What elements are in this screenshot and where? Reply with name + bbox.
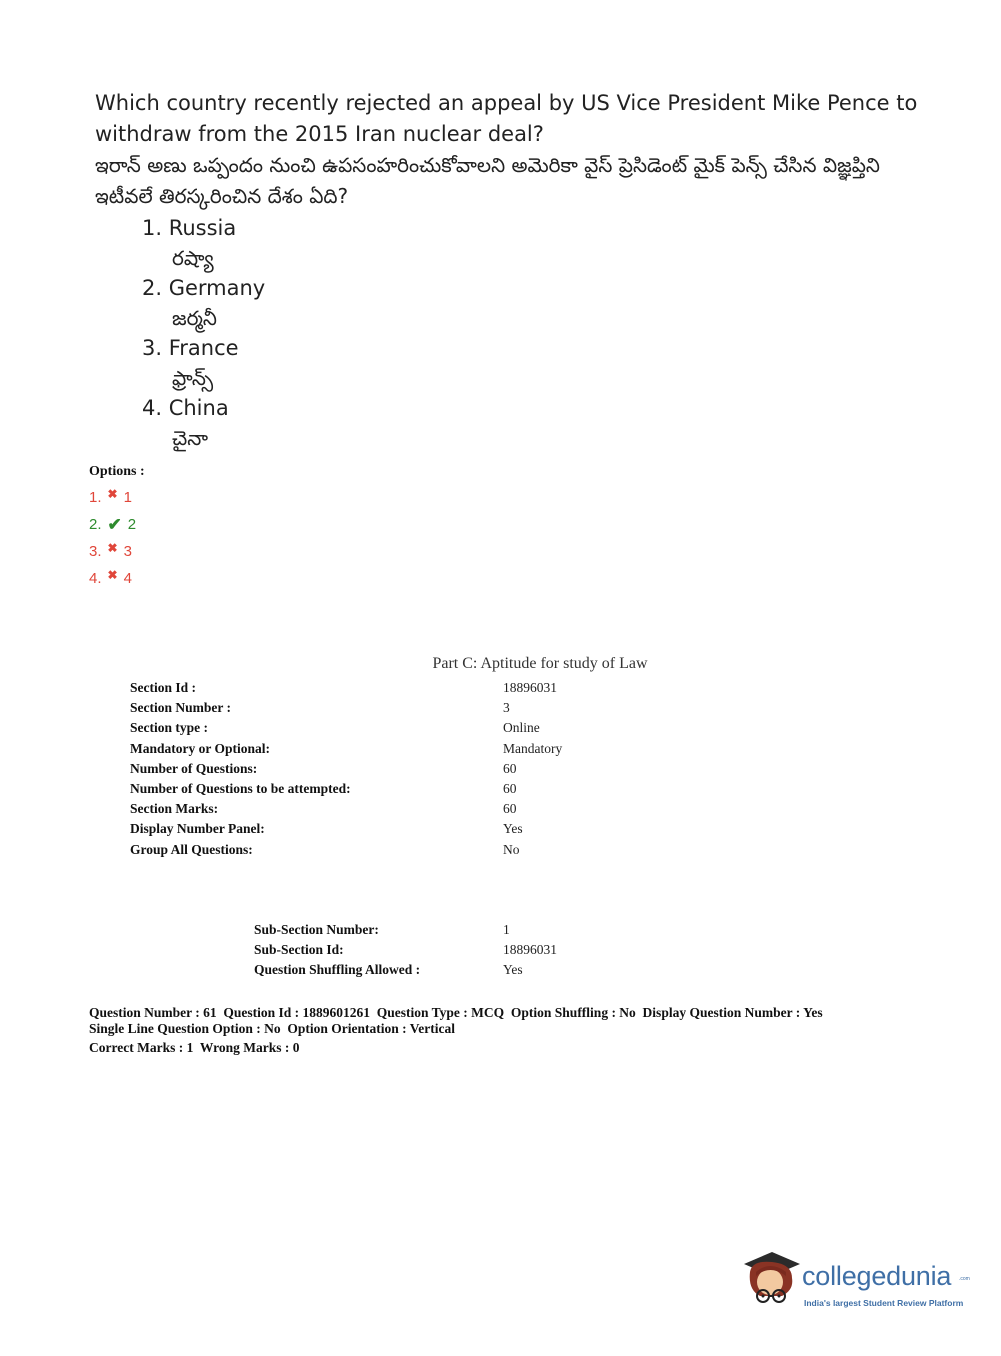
section-row (130, 799, 562, 819)
section-value: 60 (503, 780, 517, 796)
question-telugu: ఇరాన్ అణు ఒప్పందం నుంచి ఉపసంహరించుకోవాలని అమెరికా వైస్ ప్రెసిడెంట్ మైక్ పెన్స్ చేసిన విజ్ఞప్తిని ఇటీవలే తిరస్కరించిన దేశం ఏది? (95, 153, 880, 208)
cross-icon: ✖ (107, 486, 118, 501)
option-3-value: 3 (123, 542, 132, 560)
section-key: Group All Questions: (130, 841, 253, 857)
subsection-row (254, 960, 557, 980)
meta-line-3: Correct Marks : 1 Wrong Marks : 0 (89, 1040, 300, 1055)
option-2-number: 2. (89, 515, 102, 533)
subsection-value: Yes (503, 962, 523, 978)
options-heading: Options : (89, 464, 145, 479)
section-value: No (503, 841, 520, 857)
choice-1: 1. Russia (142, 216, 237, 240)
meta-line-1: Question Number : 61 Question Id : 1889601261 Question Type : MCQ Option Shuffling : No Display Question Number : Yes (89, 1005, 823, 1020)
subsection-key: Question Shuffling Allowed : (254, 962, 421, 978)
meta-line-2: Single Line Question Option : No Option Orientation : Vertical (89, 1020, 456, 1036)
logo-domain: .com (959, 1276, 970, 1282)
section-key: Display Number Panel: (130, 821, 265, 837)
option-4-value: 4 (123, 569, 132, 587)
option-4 (89, 565, 136, 592)
section-value: Yes (503, 821, 523, 837)
section-key: Number of Questions to be attempted: (130, 780, 351, 796)
section-row (130, 779, 562, 799)
subsection-row (254, 920, 557, 940)
subsection-row (254, 940, 557, 960)
section-value: 18896031 (503, 680, 557, 695)
choice-3: 3. France (142, 336, 239, 360)
cross-icon: ✖ (107, 540, 118, 555)
section-row (130, 718, 562, 738)
logo-wordmark: collegedunia (802, 1261, 952, 1291)
section-key: Section Marks: (130, 801, 219, 817)
options-list (89, 484, 136, 592)
section-row (130, 840, 562, 860)
subsection-value: 18896031 (503, 942, 557, 958)
option-3 (89, 538, 136, 565)
option-1-number: 1. (89, 488, 102, 506)
section-key: Section Number : (130, 700, 231, 716)
section-key: Section type : (130, 720, 208, 736)
section-row (130, 739, 562, 759)
section-row (130, 819, 562, 839)
section-row (130, 678, 562, 698)
subsection-key: Sub-Section Number: (254, 922, 379, 937)
section-row (130, 698, 562, 718)
section-value: Online (503, 720, 540, 736)
option-4-number: 4. (89, 569, 102, 587)
section-key: Section Id : (130, 680, 197, 695)
choice-4: 4. China (142, 396, 229, 420)
section-key: Number of Questions: (130, 760, 258, 776)
part-title: Part C: Aptitude for study of Law (432, 655, 648, 672)
subsection-details (254, 920, 557, 981)
section-value: 60 (503, 760, 517, 776)
choice-4-telugu: చైనా (172, 426, 208, 450)
question-meta (89, 1005, 823, 1056)
question-text (95, 88, 935, 212)
section-details (130, 678, 562, 860)
subsection-value: 1 (503, 922, 510, 937)
section-value: 60 (503, 801, 517, 817)
logo-tagline: India's largest Student Review Platform (804, 1298, 964, 1308)
section-value: 3 (503, 700, 510, 716)
option-3-number: 3. (89, 542, 102, 560)
option-2 (89, 511, 136, 538)
question-english: Which country recently rejected an appeal by US Vice President Mike Pence to withdraw from the 2015 Iran nuclear deal? (95, 91, 918, 146)
check-icon: ✔ (107, 514, 122, 534)
option-1 (89, 484, 136, 511)
option-2-value: 2 (127, 515, 137, 533)
cross-icon: ✖ (107, 567, 118, 582)
section-key: Mandatory or Optional: (130, 740, 271, 756)
option-1-value: 1 (123, 488, 132, 506)
section-row (130, 759, 562, 779)
choice-1-telugu: రష్యా (172, 246, 214, 270)
answer-choices (142, 213, 265, 453)
choice-2-telugu: జర్మనీ (172, 306, 217, 330)
subsection-key: Sub-Section Id: (254, 942, 344, 958)
choice-3-telugu: ఫ్రాన్స్ (172, 366, 214, 390)
section-value: Mandatory (503, 740, 563, 756)
choice-2: 2. Germany (142, 276, 266, 300)
